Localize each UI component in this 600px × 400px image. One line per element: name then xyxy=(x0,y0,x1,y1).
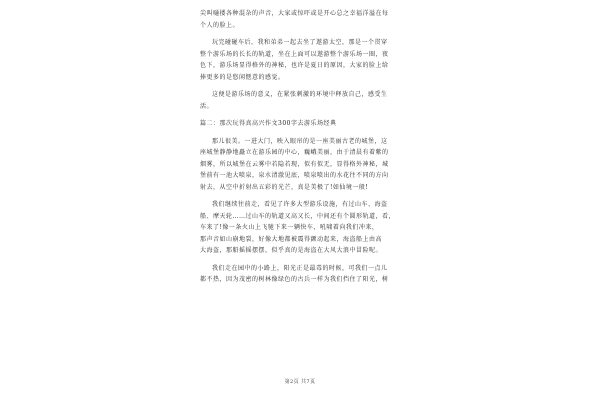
paragraph-4: 那儿很美。一进大门，映入眼帘的是一座美丽古老的城堡，这 座城堡静静地矗立在游乐园的中心，巍峨美丽，由于清晨有着紫的 烟雾，所以城堡在云雾中若隐若现，似有似无，显得格外神秘，城 堡前有一池大喷泉，泉水清澈见底，喷泉喷出的水花往不同的方向 射去，从空中折射出五彩的光芒，真是美极了!如仙境一般! xyxy=(200,137,389,191)
paragraph-6: 我们走在园中的小路上，阳光正是最毒的时候，可我们一点儿 都不热，因为茂密的树林像绿色的古兵一样为我们挡住了阳光，树 xyxy=(200,264,389,283)
paragraph-5: 我们继续往前走，看见了许多大型游乐设施，有过山车、海盗 船、摩天轮……过山车的轨道又高又长，中间还有个圆形轨道，看， 车来了!像一条火山上飞驰下来一辆快车，吼啸着向我们冲来， 那声音如山崩地裂，好像大地都被震得颤动起来，海盗船上由高 大海盗，那船摇摇摆摆，似乎真的是海盗在大风大浪中冒险呢。 xyxy=(200,201,396,254)
paragraph-3: 这便是游乐场的意义，在紧张刺激的环境中释放自己，感受生 活。 xyxy=(200,91,388,110)
document-body xyxy=(200,8,412,286)
section-title: 篇二：那次玩得真高兴作文300字去游乐场经典 xyxy=(200,120,337,127)
paragraph-2: 玩完碰碰车后，我和弟弟一起去坐了遨游太空，那是一个贯穿 整个游乐场的长长的轨道，坐在上面可以遨游整个游乐场一圈，夜 色下，游乐场显得格外的神秘，也许是夏日的原因，大家的脸上给 捧更多的是悠闲惬意的感觉。 xyxy=(200,39,389,81)
paragraph-1: 尖叫嗵搂各种混杂的声音，大家或惊吓或是开心总之幸福洋溢在每 个人的脸上。 xyxy=(200,10,389,29)
page-footer: 第2页 共7页 xyxy=(284,379,316,385)
